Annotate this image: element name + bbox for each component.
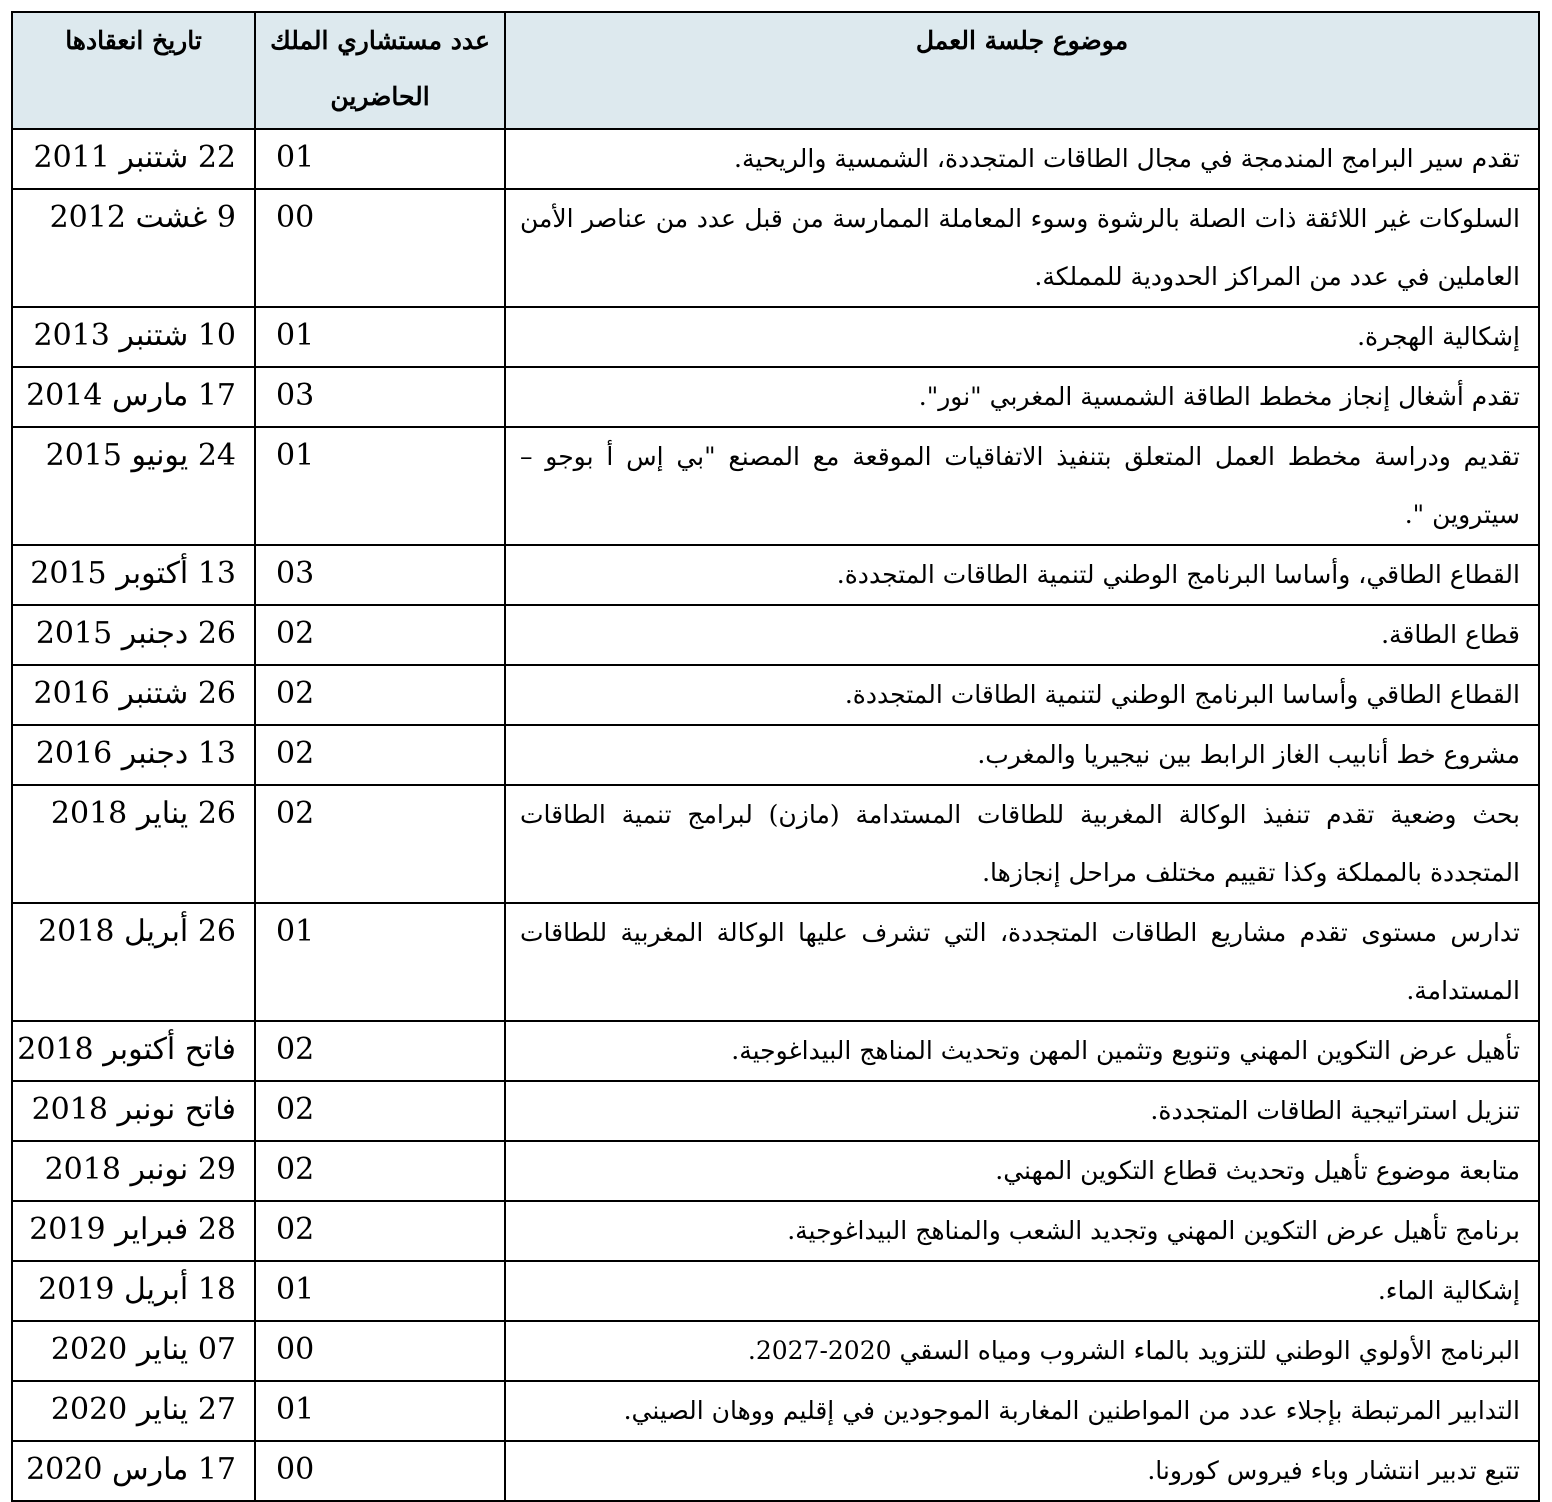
row-count: 02 bbox=[255, 1141, 505, 1201]
row-date-text: 10 شتنبر 2013 bbox=[33, 318, 236, 353]
row-date-text: فاتح أكتوبر 2018 bbox=[17, 1032, 236, 1067]
row-date bbox=[12, 129, 255, 189]
row-date-text: 13 أكتوبر 2015 bbox=[30, 556, 236, 591]
row-count: 03 bbox=[255, 545, 505, 605]
table-row bbox=[12, 189, 1539, 307]
row-topic: تقديم ودراسة مخطط العمل المتعلق بتنفيذ الاتفاقيات الموقعة مع المصنع "بي إس أ بوجو – سيتروين ". bbox=[505, 427, 1539, 545]
table-row bbox=[12, 1141, 1539, 1201]
row-count: 00 bbox=[255, 1321, 505, 1381]
table-row bbox=[12, 1021, 1539, 1081]
table-row bbox=[12, 725, 1539, 785]
row-topic: البرنامج الأولوي الوطني للتزويد بالماء الشروب ومياه السقي 2020-2027. bbox=[505, 1321, 1539, 1381]
row-date-text: 07 يناير 2020 bbox=[50, 1332, 236, 1367]
row-date bbox=[12, 785, 255, 903]
row-date-text: 17 مارس 2020 bbox=[26, 1452, 236, 1487]
row-date bbox=[12, 307, 255, 367]
row-date-text: 18 أبريل 2019 bbox=[38, 1272, 236, 1307]
sessions-table bbox=[11, 11, 1540, 1502]
row-date bbox=[12, 1021, 255, 1081]
table-row bbox=[12, 307, 1539, 367]
row-count: 02 bbox=[255, 605, 505, 665]
table-row bbox=[12, 605, 1539, 665]
row-date bbox=[12, 189, 255, 307]
table-row bbox=[12, 785, 1539, 903]
row-date-text: 13 دجنبر 2016 bbox=[35, 736, 236, 771]
header-row bbox=[12, 12, 1539, 129]
row-date-text: فاتح نونبر 2018 bbox=[31, 1092, 236, 1127]
row-date bbox=[12, 1321, 255, 1381]
row-topic: مشروع خط أنابيب الغاز الرابط بين نيجيريا والمغرب. bbox=[505, 725, 1539, 785]
row-count: 02 bbox=[255, 1021, 505, 1081]
row-date-text: 9 غشت 2012 bbox=[49, 200, 236, 235]
row-topic: برنامج تأهيل عرض التكوين المهني وتجديد الشعب والمناهج البيداغوجية. bbox=[505, 1201, 1539, 1261]
row-topic: تتبع تدبير انتشار وباء فيروس كورونا. bbox=[505, 1441, 1539, 1501]
row-date-text: 26 دجنبر 2015 bbox=[35, 616, 236, 651]
row-date-text: 24 يونيو 2015 bbox=[45, 438, 236, 473]
table-row bbox=[12, 903, 1539, 1021]
table-row bbox=[12, 1381, 1539, 1441]
row-count: 01 bbox=[255, 1381, 505, 1441]
row-count: 02 bbox=[255, 785, 505, 903]
row-topic: قطاع الطاقة. bbox=[505, 605, 1539, 665]
row-date-text: 26 يناير 2018 bbox=[50, 796, 236, 831]
row-count: 00 bbox=[255, 189, 505, 307]
row-topic: القطاع الطاقي وأساسا البرنامج الوطني لتنمية الطاقات المتجددة. bbox=[505, 665, 1539, 725]
row-date-text: 26 شتنبر 2016 bbox=[33, 676, 236, 711]
row-count: 03 bbox=[255, 367, 505, 427]
row-date bbox=[12, 1381, 255, 1441]
table-row bbox=[12, 367, 1539, 427]
row-count: 02 bbox=[255, 665, 505, 725]
row-count: 01 bbox=[255, 427, 505, 545]
row-date-text: 28 فبراير 2019 bbox=[29, 1212, 236, 1247]
header-date: تاريخ انعقادها bbox=[12, 12, 255, 129]
row-topic: السلوكات غير اللائقة ذات الصلة بالرشوة وسوء المعاملة الممارسة من قبل عدد من عناصر الأمن العاملين في عدد من المراكز الحدودية للمملكة. bbox=[505, 189, 1539, 307]
row-count: 01 bbox=[255, 307, 505, 367]
row-date bbox=[12, 903, 255, 1021]
row-topic: التدابير المرتبطة بإجلاء عدد من المواطنين المغاربة الموجودين في إقليم ووهان الصيني. bbox=[505, 1381, 1539, 1441]
row-count: 01 bbox=[255, 903, 505, 1021]
table-row bbox=[12, 427, 1539, 545]
row-date bbox=[12, 367, 255, 427]
table-row bbox=[12, 1201, 1539, 1261]
row-date bbox=[12, 1141, 255, 1201]
row-topic: القطاع الطاقي، وأساسا البرنامج الوطني لتنمية الطاقات المتجددة. bbox=[505, 545, 1539, 605]
row-date bbox=[12, 1201, 255, 1261]
row-topic: تأهيل عرض التكوين المهني وتنويع وتثمين المهن وتحديث المناهج البيداغوجية. bbox=[505, 1021, 1539, 1081]
row-topic: إشكالية الماء. bbox=[505, 1261, 1539, 1321]
header-count: عدد مستشاري الملك الحاضرين bbox=[255, 12, 505, 129]
row-date bbox=[12, 545, 255, 605]
row-date-text: 29 نونبر 2018 bbox=[44, 1152, 236, 1187]
row-date bbox=[12, 665, 255, 725]
row-date bbox=[12, 725, 255, 785]
header-topic: موضوع جلسة العمل bbox=[505, 12, 1539, 129]
row-date-text: 27 يناير 2020 bbox=[50, 1392, 236, 1427]
row-count: 02 bbox=[255, 1081, 505, 1141]
row-date bbox=[12, 1081, 255, 1141]
row-date bbox=[12, 1441, 255, 1501]
row-count: 00 bbox=[255, 1441, 505, 1501]
table-row bbox=[12, 545, 1539, 605]
row-topic: بحث وضعية تقدم تنفيذ الوكالة المغربية للطاقات المستدامة (مازن) لبرامج تنمية الطاقات المتجددة بالمملكة وكذا تقييم مختلف مراحل إنجازها. bbox=[505, 785, 1539, 903]
table-row bbox=[12, 665, 1539, 725]
row-date-text: 17 مارس 2014 bbox=[26, 378, 236, 413]
row-date bbox=[12, 605, 255, 665]
row-date bbox=[12, 1261, 255, 1321]
table-row bbox=[12, 1081, 1539, 1141]
row-count: 01 bbox=[255, 129, 505, 189]
row-topic: تقدم أشغال إنجاز مخطط الطاقة الشمسية المغربي "نور". bbox=[505, 367, 1539, 427]
table-row bbox=[12, 1441, 1539, 1501]
table-row bbox=[12, 1321, 1539, 1381]
row-count: 02 bbox=[255, 1201, 505, 1261]
row-topic: تدارس مستوى تقدم مشاريع الطاقات المتجددة، التي تشرف عليها الوكالة المغربية للطاقات المستدامة. bbox=[505, 903, 1539, 1021]
row-topic: تقدم سير البرامج المندمجة في مجال الطاقات المتجددة، الشمسية والريحية. bbox=[505, 129, 1539, 189]
table-body bbox=[12, 129, 1539, 1501]
row-date-text: 22 شتنبر 2011 bbox=[33, 140, 236, 175]
row-date-text: 26 أبريل 2018 bbox=[38, 914, 236, 949]
row-topic: تنزيل استراتيجية الطاقات المتجددة. bbox=[505, 1081, 1539, 1141]
row-count: 01 bbox=[255, 1261, 505, 1321]
row-count: 02 bbox=[255, 725, 505, 785]
row-topic: متابعة موضوع تأهيل وتحديث قطاع التكوين المهني. bbox=[505, 1141, 1539, 1201]
table-row bbox=[12, 129, 1539, 189]
row-topic: إشكالية الهجرة. bbox=[505, 307, 1539, 367]
table-row bbox=[12, 1261, 1539, 1321]
row-date bbox=[12, 427, 255, 545]
